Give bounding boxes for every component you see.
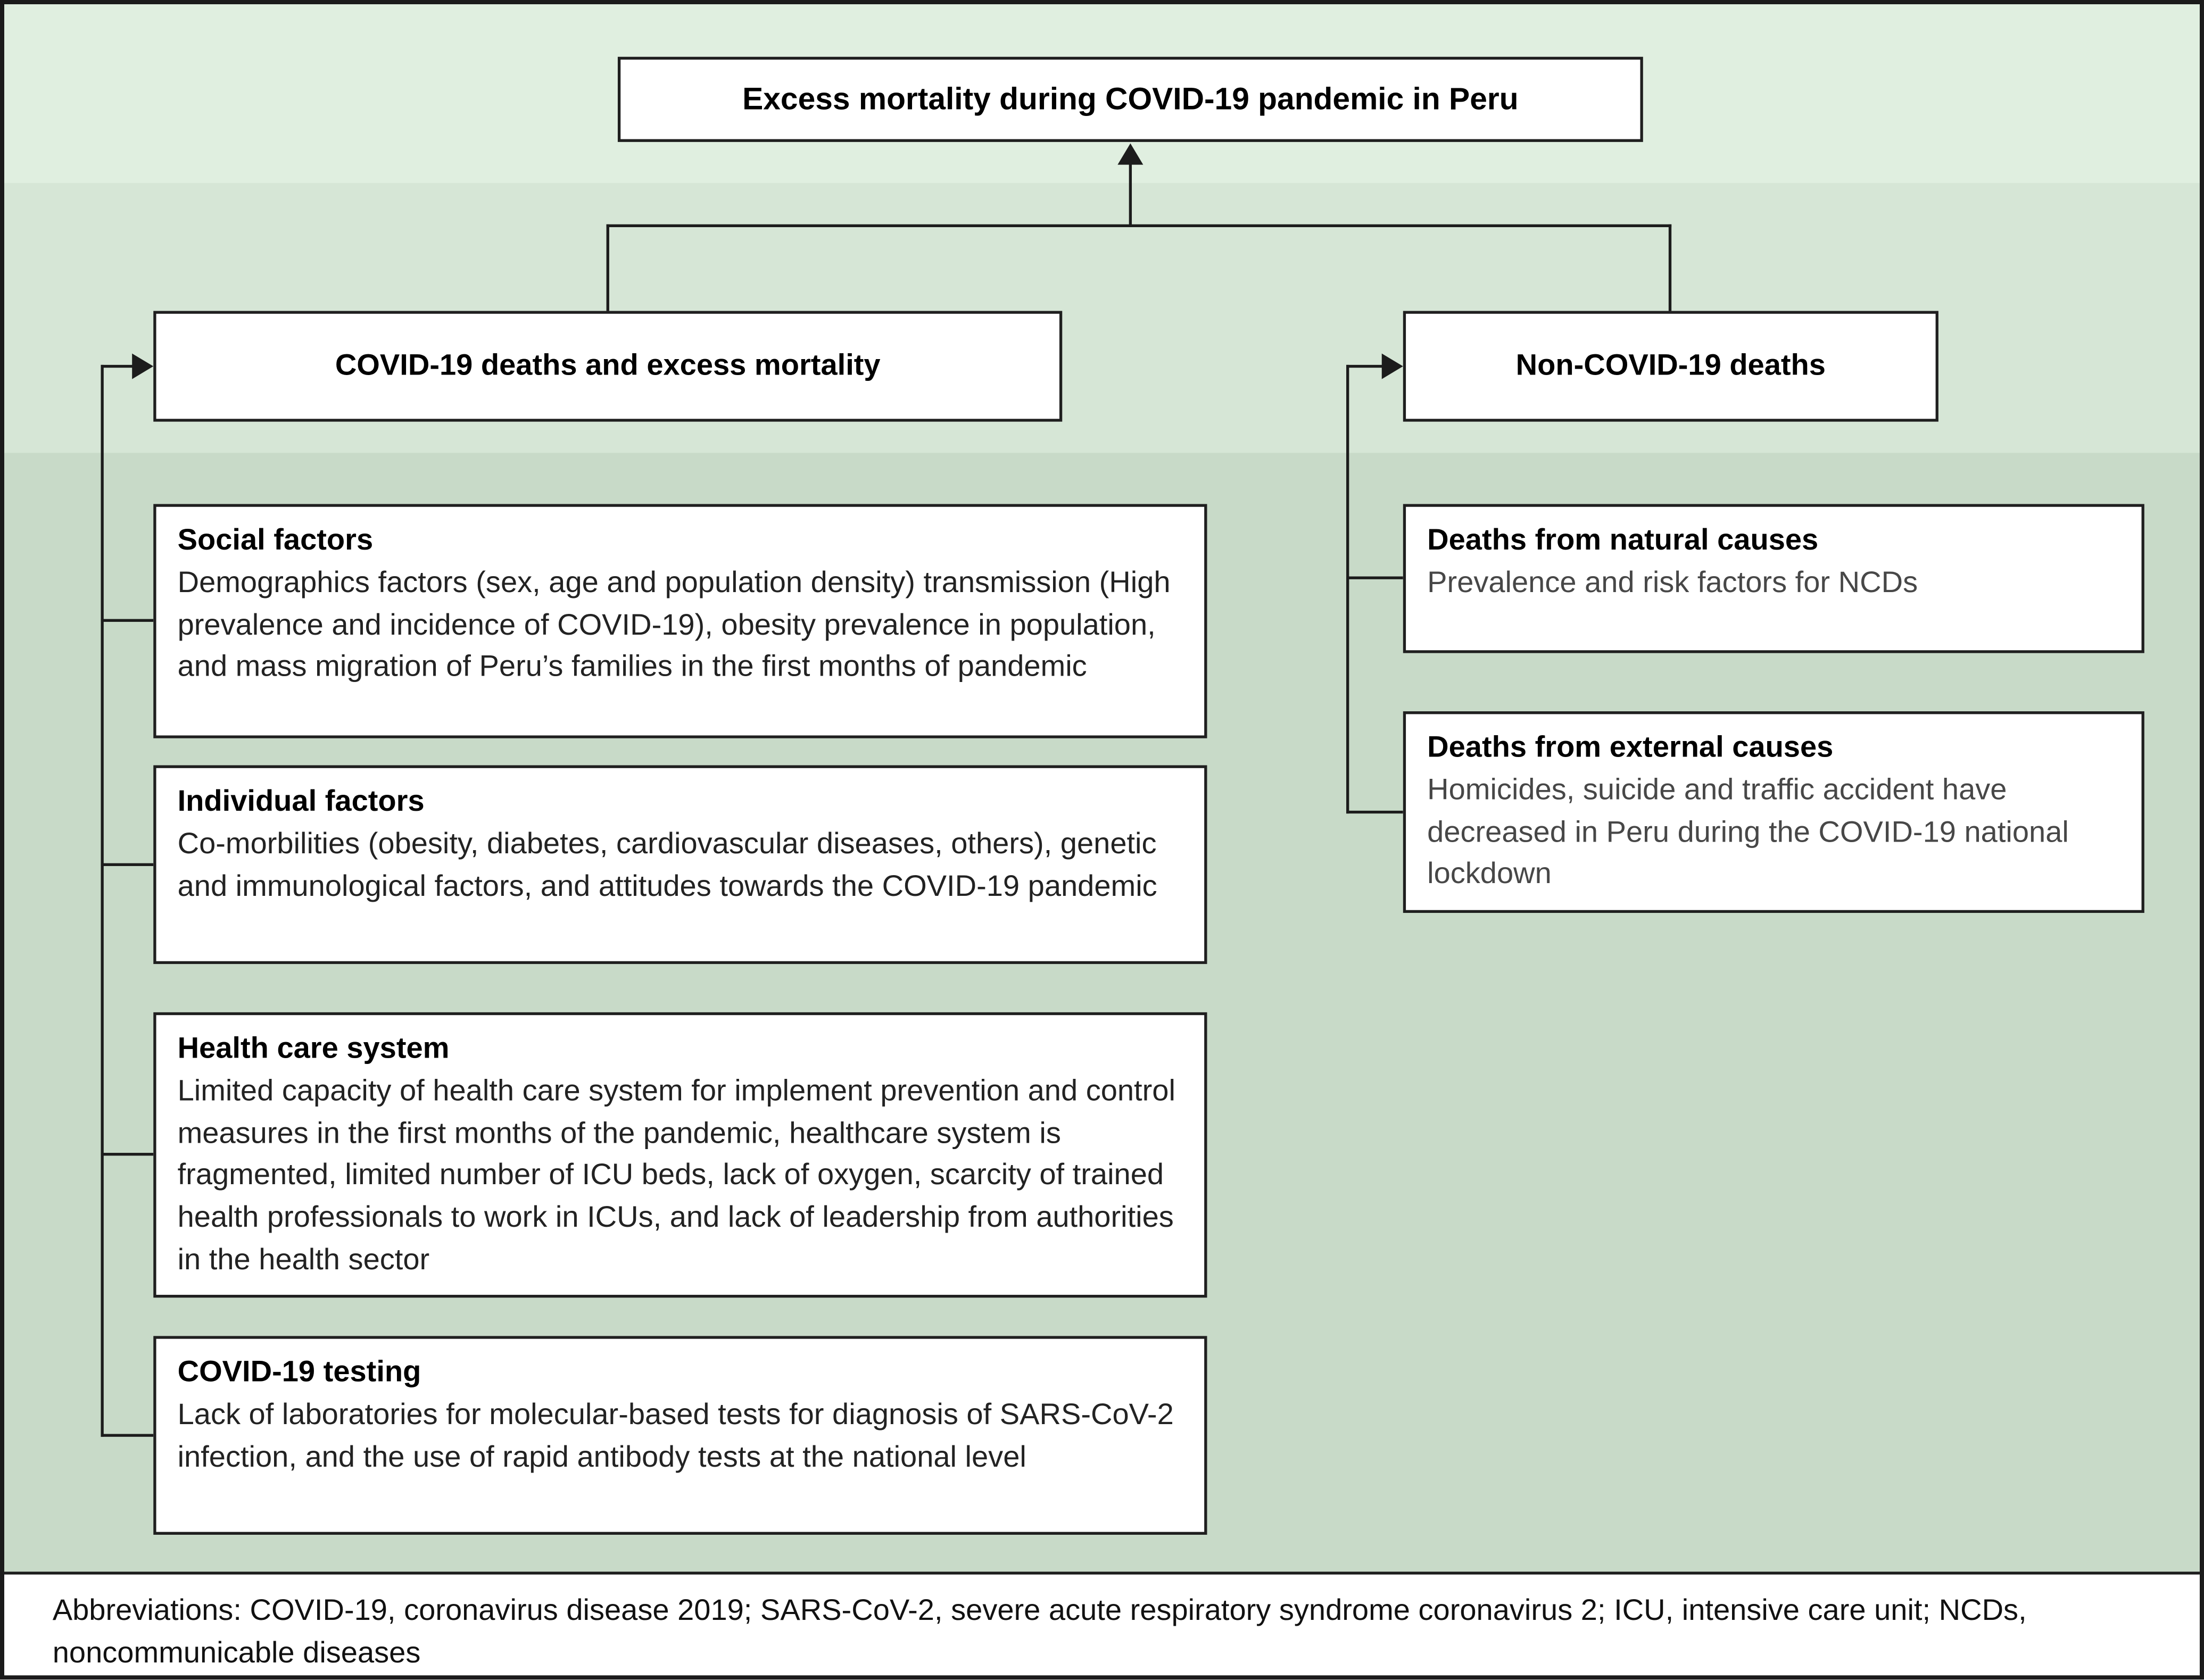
box-external-causes [1403, 711, 2144, 913]
connector-health-care-system [101, 1153, 153, 1155]
box-external-causes-body: Homicides, suicide and traffic accident have decreased in Peru during the COVID-19 national lockdown [1427, 773, 2069, 891]
box-covid19-testing-heading: COVID-19 testing [177, 1355, 421, 1389]
connector-right-stub [1669, 224, 1671, 311]
box-social-factors [153, 504, 1207, 738]
arrow-right-icon [132, 354, 153, 379]
connector-covid19-testing [101, 1434, 153, 1436]
connector-top-horizontal [607, 224, 1672, 227]
box-health-care-system-heading: Health care system [177, 1032, 450, 1065]
connector-individual-factors [101, 863, 153, 866]
branch-covid19-deaths [153, 311, 1062, 421]
abbreviations-text: Abbreviations: COVID-19, coronavirus disease 2019; SARS-CoV-2, severe acute respiratory syndrome coronavirus 2; ICU, intensive care unit; NCDs, noncommunicable diseases [52, 1594, 2027, 1670]
connector-external-causes [1346, 811, 1403, 813]
branch-non-covid19-deaths-label: Non-COVID-19 deaths [1515, 349, 1826, 382]
box-external-causes-heading: Deaths from external causes [1427, 731, 1834, 764]
connector-left-spine [101, 365, 103, 1437]
connector-title-vertical [1129, 162, 1132, 226]
arrow-right-icon [1382, 354, 1403, 379]
branch-covid19-deaths-label: COVID-19 deaths and excess mortality [335, 349, 881, 382]
connector-natural-causes [1346, 577, 1403, 579]
connector-social-factors [101, 619, 153, 622]
box-health-care-system [153, 1012, 1207, 1298]
connector-right-branch-lead [1346, 365, 1385, 368]
box-natural-causes-heading: Deaths from natural causes [1427, 523, 1819, 557]
box-social-factors-body: Demographics factors (sex, age and population density) transmission (High prevalence and incidence of COVID-19), obesity prevalence in population, and mass migration of Peru’s families in the first months of pandemic [177, 566, 1171, 684]
box-natural-causes-body: Prevalence and risk factors for NCDs [1427, 566, 1918, 599]
box-individual-factors [153, 765, 1207, 964]
connector-left-branch-lead [101, 365, 135, 368]
box-natural-causes [1403, 504, 2144, 653]
diagram-title-box [618, 57, 1643, 142]
box-health-care-system-body: Limited capacity of health care system for implement prevention and control measures in the first months of the pandemic, healthcare system is fragmented, limited number of ICU beds, lack of oxygen, scarcity of trained health professionals to work in ICUs, and lack of leadership from authorities in the health sector [177, 1074, 1175, 1277]
branch-non-covid19-deaths [1403, 311, 1938, 421]
box-social-factors-heading: Social factors [177, 523, 374, 557]
box-individual-factors-heading: Individual factors [177, 785, 425, 818]
diagram-title: Excess mortality during COVID-19 pandemic in Peru [742, 81, 1519, 117]
connector-left-stub [607, 224, 609, 311]
box-individual-factors-body: Co-morbilities (obesity, diabetes, cardiovascular diseases, others), genetic and immunological factors, and attitudes towards the COVID-19 pandemic [177, 827, 1157, 903]
box-covid19-testing [153, 1336, 1207, 1535]
abbreviations-footer [4, 1571, 2200, 1675]
box-covid19-testing-body: Lack of laboratories for molecular-based tests for diagnosis of SARS-CoV-2 infection, and the use of rapid antibody tests at the national level [177, 1398, 1174, 1474]
connector-right-spine [1346, 365, 1349, 813]
